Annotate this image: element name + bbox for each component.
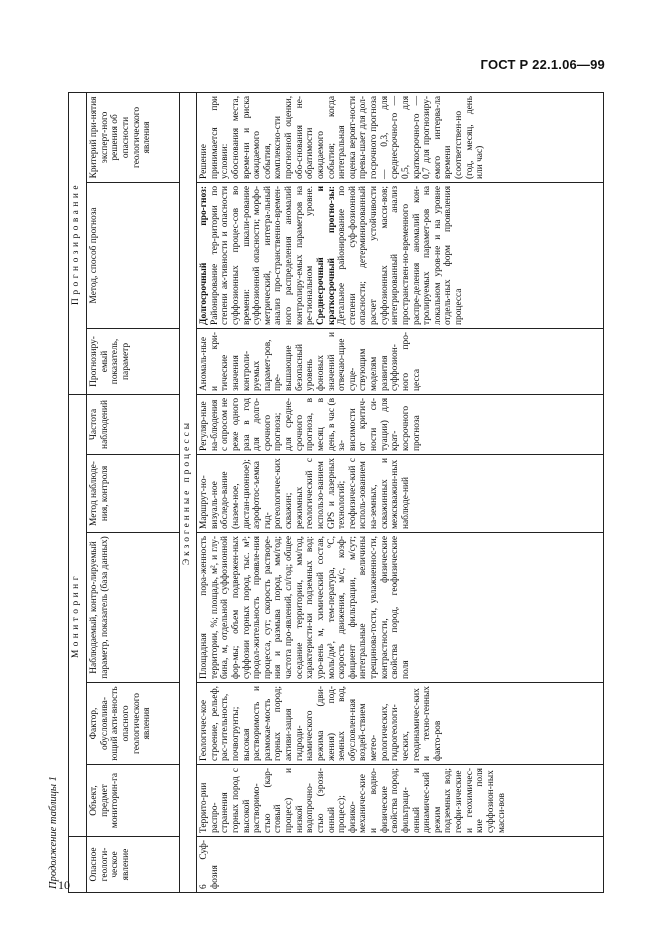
cell-method: Маршрут-но-визуаль-ное обследо-вание (назем-ное, дистан-ционное); аэрофотос-ъемка гид-рогеологичес-ких скважин; режимных геологический с использо-ванием GPS и лазерных технологий; геофизичес-кий с исполь-зованием на-земных, скважинных и межскважин-ных наблюде-ний [197,455,604,533]
section-title: Экзогенные процессы [180,92,197,892]
midshort-forecast-text: Детальное районирование по степени суф-фозионной опасности; детерминированный расчет устойчивости суффозионных масси-вов; интегрированный анализ пространствен-но-временного распре-деления аномалий кон-тролируемых парамет-ров на локальном уров-не и на уровне отдель-ных форм проявления процесса [337,185,464,325]
column-header-method: Метод наблюде-ния, контроля [87,455,180,533]
cell-criterion: Решение принимается при условии: обоснования места, време-ни и риска ожидаемого события, комплексно-сти прогнозной оценки, обо-снования не-обратимости ожидаемого события; когда интегральная оценка вероят-ности превы-шает для дол-госрочного прогноза — 0,3, для среднесрочно-го — 0,5, для краткосрочно-го — 0,7 для прогнозиру-емого интерва-ла времени (соответствен-но (год, месяц, день или час) [197,92,604,182]
cell-frequency: Регуляр-ные на-блюдения с опросом не реже одного раза в год для долго-срочного прогноза; для средне-срочного прогноза, в месяц в день, в час (в за-висимости от критич-ности си-туации) для крат-косрочного прогноза [197,394,604,454]
cell-factor: Геологичес-кое строение, рельеф, рас-тительность, почвогрунты; высокая растворимость и размокае-мость горных пород; активи-зация гидроди-намического режима (дви-жения) под-земных вод, обусловлен-ная воздей-ствием метео-рологических, гидрогеологи-ческих, геодинамичес-ких и техно-генных факто-ров [197,683,604,765]
column-header-forecast-method: Метод, способ прогноза [87,182,180,328]
column-header-object: Объект, предмет мониторин-га [87,765,180,837]
rotated-table-block [46,88,606,893]
group-header-forecasting: Прогнозирование [69,92,87,394]
midshort-forecast-title: Среднесрочный и краткосрочный прогно-зы: [315,185,337,325]
cell-forecast-parameter: Аномаль-ные и кри-тические значения контроли-руемых парамет-ров, пре-вышающие безопасный уровень фоновых значений и отвечаю-щие суще-ствующим моделям развития суффозион-ного про-цесса [197,328,604,394]
column-header-parameter: Наблюдаемый, контро-лируемый параметр, показатель (база данных) [87,533,180,683]
cell-phenomenon: 6 Суф-фозия [197,837,604,893]
column-header-factor: Фактор, обусловлива-ющий акти-вность опасного геологического явления [87,683,180,765]
cell-object: Террито-рии распро-странения горных пород с высокой растворимо-стью (кар-стовый процесс) и низкой водопрочно-стью (эрози-онный процесс); физико-механичес-кие и водно-физические свойства пород; фильтраци-онный и динамичес-кий режим подземных вод; геофи-зические и геохимичес-кие поля суффозион-ных масси-вов [197,765,604,837]
cell-parameter: Площадная пора-женность территории, %; площадь, м², и глу-бина, м, отдельной суффозионной фор-мы; объем подвержен-ных суффозии горных пород, тыс. м³; продол-жительность проявле-ния процесса, сут; скорость растворе-ния и размыва пород, мм/год; частота про-явлений, сл/год; общее оседание территории, мм/год, характеристи-ки подземных вод: уро-вень м, химический состав, моль/дм³, тем-пература, °С, скорость движения, м/с, коэф-фициент фильтрации, м/сут; интегральные величины трещинова-тости, увлажненнос-ти, контрастности, физические свойства пород, геофизические поля [197,533,604,683]
column-header-frequency: Частота наблюдений [87,394,180,454]
page-number: 10 [58,878,70,892]
longterm-forecast-title: Долгосрочный про-гноз: [199,185,209,325]
section-row [180,92,197,892]
document-code: ГОСТ Р 22.1.06—99 [480,57,605,72]
cell-forecast-method [197,182,604,328]
table-caption: Продолжение таблицы 1 [48,776,59,889]
longterm-forecast-text: Районирование тер-ритории по степени ак-тивности и опасности суффозионных процес-сов во времени: шкали-рование суффозионной опасности; морфо-метрический, интегра-льный анализ про-странственно-времен-ного распределения аномалий контролиру-емых параметров на ре-гиональном уровне. [209,185,316,325]
column-header-phenomenon: Опасное геологи-ческое явление [87,837,180,893]
column-header-criterion: Критерий при-нятия эксперт-ного решения об опасности геологического явления [87,92,180,182]
hazard-monitoring-table [68,92,604,893]
column-header-row [87,92,180,892]
group-header-monitoring: Мониторинг [69,394,87,836]
group-header-empty [69,837,87,893]
table-row [197,92,604,892]
group-header-row [69,92,87,892]
column-header-forecast-parameter: Прогнозиру-емый показатель, параметр [87,328,180,394]
